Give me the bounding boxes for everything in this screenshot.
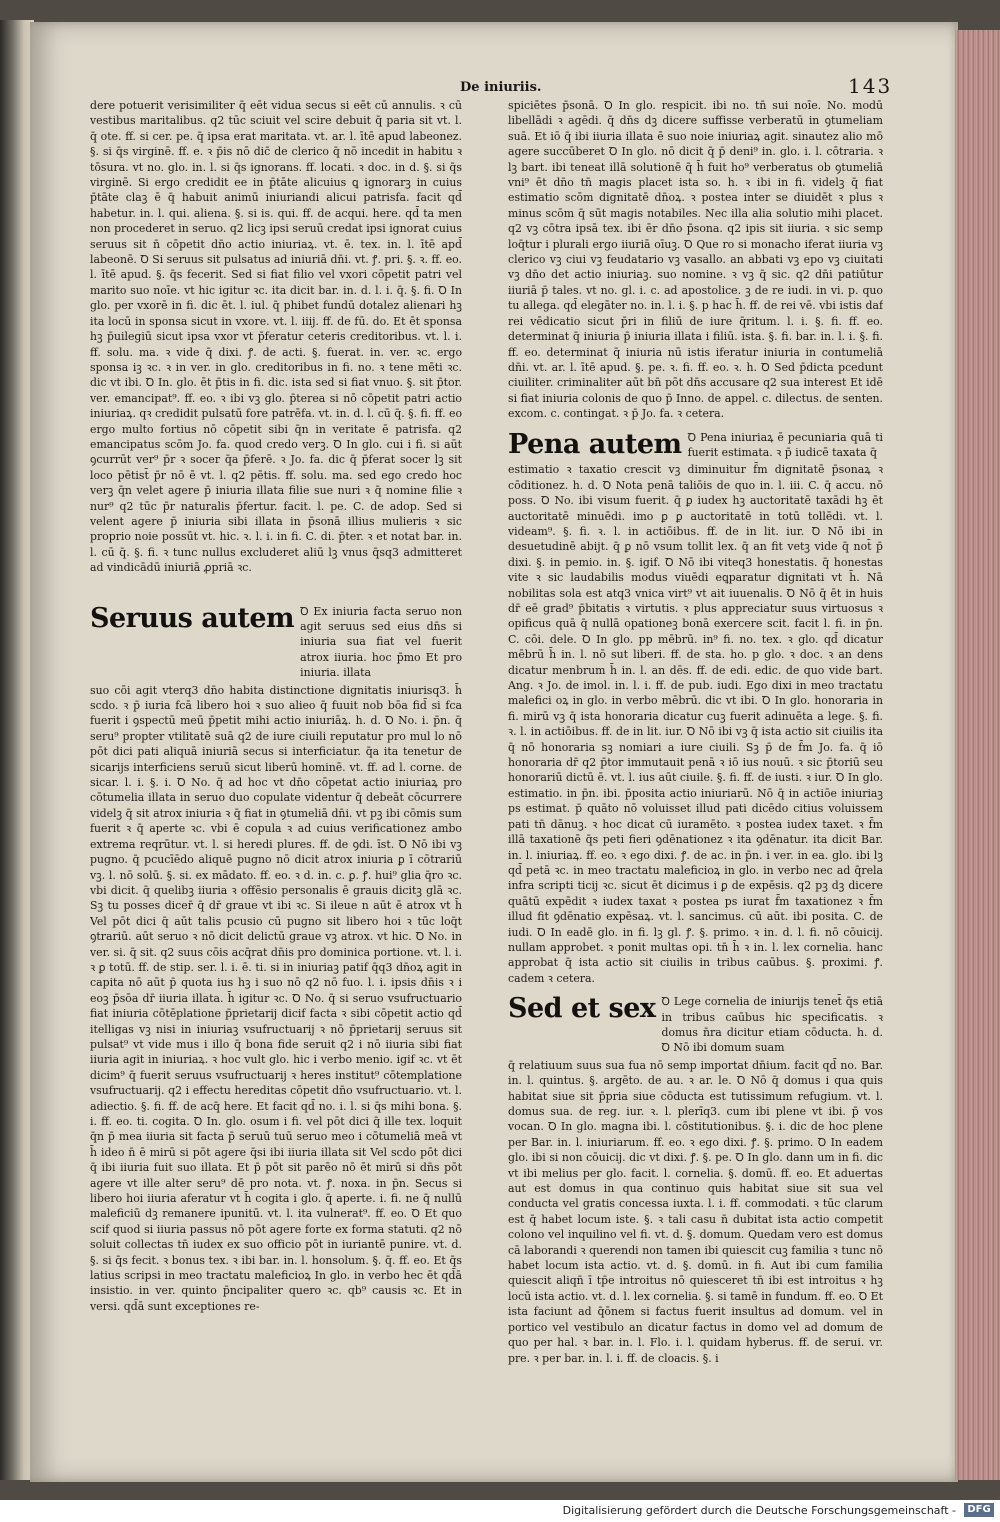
lemma-heading-text: Ꝺ Lege cornelia de iniurijs tenet̄ q̄s etiā in tribus caūbus hic specificatis. ꝛ domus n̄ra dicitur etiam cōducta. h. d. Ꝺ Nō ibi domum suam <box>661 995 883 1055</box>
dfg-logo: DFG <box>964 1503 994 1517</box>
page-block-edge <box>955 30 1000 1480</box>
funding-credit: Digitalisierung gefördert durch die Deutsche Forschungsgemeinschaft - <box>562 1504 956 1517</box>
right-heading-row-2 <box>508 994 883 1056</box>
folio-number: 143 <box>848 74 893 98</box>
lemma-heading-pena: Pena autem <box>508 428 682 460</box>
left-paragraph-2: suo cōi agit vterq3 dn̄o habita distinctione dignitatis iniurisq3. h̄ scdo. ꝛ p̄ iuria fcā libero hoi ꝛ suo alieo q̄ fuuit nob bōa fid̄ si fca fuerit i ꝯspectū meū p̄petit mihi actio iniuriāꝝ. h. d. Ꝺ No. i. p̄n. q̄ seru⁹ propter vtilitatē suā q2 de iure ciuili reputatur pro mul lo nō pōt dici pati aliquā iniuriā secus si interficiatur. q̄a ita tenetur de sicarijs interficiens seruū sicut liberū hominē. vt. ff. ad l. corne. de sicar. l. i. §. i. Ꝺ No. q̄ ad hoc vt dn̄o cōpetat actio iniuriaꝝ pro cōtumelia illata in seruo duo copulate videntur q̄ debeāt cōcurrere videlꝫ q̄ sit atrox iniuria ꝛ q̄ fiat in ꝯtumeliā dn̄i. vt pꝫ ibi cōmis sum fuerit ꝛ q̄ aperte ꝛc. vbi ē copula ꝛ ad cuius verificationez ambo extrema reqrūtur. vt. l. si heredi plures. ff. de ꝯdi. īst. Ꝺ Nō ibi vꝫ pugno. q̄ pcucīēdo aliquē pugno nō dicit atrox iniuria ꝑ ī cōtrariū vꝫ. l. nō solū. §. si. ex mādato. ff. eo. ꝛ d. in. c. ꝑ. ꝭ. hui⁹ glia q̄ro ꝛc. vbi dicit. q̄ quelibꝫ iiuria ꝛ offēsio personalis ē grauis dicitꝫ glā ꝛc. Sꝫ tu posses dicer̄ q̄ dr̄ graue vt ibi ꝛc. Si ileue n aūt ē atrox vt h̄ Vel pōt dici q̄ aūt talis pcusio cū pugno sit libero hoi ꝛ tūc loq̄t ꝯtrariū. aūt seruo ꝛ nō dicit delictū graue vꝫ atrox. vt hic. Ꝺ No. in ver. si. q̄ sit. q2 suus cōis acq̄rat dn̄is pro dominica portione. vt. l. i. ꝛ ꝑ totū. ff. de stip. ser. l. i. ē. ti. si in iniuriaꝫ patif q̄q3 dn̄oꝝ agit in capita nō aūt p̄ quota ius hꝫ i suo nō q2 nō fuo. l. i. ipsis dn̄is ꝛ i eoꝫ p̄sōa dr̄ iiuria illata. h̄ igitur ꝛc. Ꝺ No. q̄ si seruo vsufructuario fiat iniuria cōtēplatione p̄prietarij dicif facta ꝛ sibi cōpetit actio qd̄ itelligas vꝫ nisi in iniuriaꝫ vsufructuarij ꝛ nō p̄prietarij seruus sit pulsat⁹ vt vide mus i illo q̄ bona fide seruit q2 i nō iiuria sibi fiat iiuria agit in iniuriaꝝ. ꝛ hoc vult glo. hic i verbo menio. igif ꝛc. vt ēt dicim⁹ q̄ fuerit seruus vsufructuarij ꝛ heres institut⁹ cōtemplatione vsufructuarij. q2 i effectu hereditas cōpetit dn̄o vsufructuario. vt. l. adiectio. §. fi. ff. de acq̄ here. Et facit qd̄ no. i. l. si q̄s mihi bona. §. i. ff. eo. ti. cogita. Ꝺ In. glo. osum i fi. vel pōt dici q̄ ille tex. loquit q̄n p̄ mea iiuria sit facta p̄ seruū tuū seruo meo i cōtumeliā meā vt h̄ ideo n̄ ē mirū si pōt agere q̄si ibi iiuria illata sit Vel scdo pōt dici q̄ ibi iiuria fuit suo illata. Et p̄ pōt sit parēo nō ēt mirū si dn̄s pōt agere vt ille alter seru⁹ dē pro nota. vt. ꝭ. noxa. in p̄n. Secus si libero hoi iiuria aferatur vt h̄ cogita i glo. q̄ aperte. i. fi. ne q̄ nullū maleficiū dꝫ remanere ipunitū. vt. l. ita vulnerat⁹. ff. eo. Ꝺ Et quo scif quod si iiuria passus nō pōt agere forte ex forma statuti. q2 nō soluit collectas tn̄ iudex ex suo officio pōt in iuriantē punire. vt. d. §. si q̄s fecit. ꝛ bonus tex. ꝛ ibi bar. in. l. honsolum. §. q̄. ff. eo. Et q̄s latius scripsi in meo tractatu maleficioꝝ In glo. in verbo hec ēt qd̄ā insistio. in ver. quinto p̄ncipaliter quero ꝛc. qb⁹ causis ꝛc. Et in versi. qd̄ā sunt exceptiones re- <box>90 683 462 1313</box>
right-heading-row-1 <box>508 430 883 461</box>
previous-page-edge <box>0 20 34 1480</box>
footer-bar <box>0 1500 1000 1522</box>
lemma-heading-text: Ꝺ Ex iniuria facta seruo non agit seruus sed eius dn̄s si iniuria sua fiat vel fuerit atrox iiuria. hoc p̄mo Et pro iniuria. illata <box>300 604 462 680</box>
lemma-heading-text: Ꝺ Pena iniuriaꝝ ē pecuniaria quā ti fuerit estimata. ꝛ p̄ iudicē taxata q̄ <box>687 430 883 459</box>
right-paragraph-2: estimatio ꝛ taxatio crescit vꝫ diminuitur f̄m dignitatē p̄sonaꝝ ꝛ cōditionez. h. d. Ꝺ Nota penā taliōis de quo in. l. iii. C. q̄ accu. nō poss. Ꝺ No. ibi visum fuerit. q̄ ꝑ iudex hꝫ auctoritatē taxādi hꝫ ēt auctoritatē minuēdi. imo ꝑ ꝑ auctoritatē in totū tollēdi. vt. l. videam⁹. §. fi. ꝛ. l. in actiōibus. ff. de in lit. iur. Ꝺ Nō ibi in desuetudinē abijt. q̄ ꝑ nō vsum tollit lex. q̄ an fit vetꝫ vide q̄ not̄ p̄ dixi. §. in pemio. in. §. igif. Ꝺ Nō ibi viteq3 honestatis. q̄ honestas vite ꝛ sic laudabilis modus viuēdi eꝗparatur dignitati vt h̄. Nā nobilitas sola est atq3 vnica virt⁹ vt ait iuuenalis. Ꝺ Nō q̄ ēt in huis dr̄ eē grad⁹ p̄bitatis ꝛ virtutis. ꝛ plus appreciatur suus virtuosus ꝛ opificus quā q̄ nullā opationeꝫ bonā exercere scit. facit l. fi. in p̄n. C. cōi. dele. Ꝺ In glo. pp mēbrū. in⁹ fi. no. tex. ꝛ glo. qd̄ dicatur mēbrū h̄ in. l. nō sut liberi. ff. de sta. ho. p glo. ꝛ doc. ꝛ an dens dicatur menbrum h̄ in. l. an dēs. ff. de edi. edic. de quo vide bart. Ang. ꝛ Jo. de imol. in. l. i. ff. de pub. iudi. Ego dixi in meo tractatu malefici oꝝ in glo. in verbo mēbrū. dic vt ibi. Ꝺ In glo. honoraria in fi. mirū vꝫ q̄ ista honoraria dicatur cuꝫ fuerit adinuēta a lege. §. fi. ꝛ. l. in actiōibus. ff. de in lit. iur. Ꝺ Nō ibi vꝫ q̄ ista actio sit ciuilis ita q̄ nō honoraria sꝫ nomiari a iure ciuili. Sꝫ p̄ de f̄m Jo. fa. q̄ iō honoraria dr̄ q2 p̄tor immutauit penā ꝛ iō ius nouū. ꝛ sic p̄toriū seu honorariū dictū ē. vt. l. ius aūt ciuile. §. fi. ff. de iusti. ꝛ iur. Ꝺ In glo. estimatio. in p̄n. ibi. p̄posita actio iniuriarū. Nō q̄ in actiōe iniuriaꝫ ps estimat. p̄ quāto nō voluisset illud pati dicēdo citius voluissem pati tn̄ dānuꝫ. ꝛ hoc dicat cū iuramēto. ꝛ postea iudex taxet. ꝛ f̄m illā taxationē q̄s peti fieri ꝯdēnationez ꝛ ita ꝯdēnatur. ita dicit Bar. in. l. iniuriaꝝ. ff. eo. ꝛ ego dixi. ꝭ. de ac. in p̄n. i ver. in ea. glo. ibi lꝫ qd̄ petā ꝛc. in meo tractatu maleficioꝝ in glo. in verbo nec ad q̄rela infra scripti ticij ꝛc. sicut ēt dicimus i ꝑ de expēsis. q2 pꝫ dꝫ dicere quātū expēdit ꝛ iudex taxat ꝛ postea ps iurat f̄m taxationez ꝛ f̄m illud fit ꝯdēnatio expēsaꝝ. vt. l. sancimus. cū aūt. ibi posita. C. de iudi. Ꝺ In eadē glo. in fi. lꝫ gl. ꝭ. §. primo. ꝛ in. d. l. fi. nō cōuicij. nullam approbet. ꝛ ponit multas opi. tn̄ h̄ ꝛ in. l. lex cornelia. hanc approbat q̄ ista actio sit ciuilis in tribus caūbus. §. proximi. ꝭ. cadem ꝛ cetera. <box>508 463 883 985</box>
lemma-heading-seruus: Seruus autem <box>90 602 295 634</box>
left-heading-row <box>90 604 462 681</box>
lemma-heading-sed: Sed et sex <box>508 993 656 1025</box>
running-head: De iniuriis. <box>460 80 542 95</box>
left-paragraph-1: dere potuerit verisimiliter q̄ eēt vidua secus si eēt cū annulis. ꝛ cū vestibus maritalibus. q2 tūc sciuit vel scire debuit q̄ paria sit vt. l. q̄ ote. ff. si cer. pe. q̄ ipsa erat maritata. vt. ar. l. ītē apud labeonez. §. si q̄s virginē. ff. e. ꝛ p̄is nō dic̄ de clerico q̄ nō incedit in habitu ꝛ tōsura. vt no. glo. in. l. si q̄s ignorans. ff. locati. ꝛ doc. in d. §. si q̄s virginē. Si ergo credidit ee in p̄tāte alicuius ꝗ ignorarꝫ in cuius p̄tāte claꝫ ē q̄ habuit animū iniuriandi alicui patrisfa. facit qd̄ habetur. in. l. qui. aliena. §. si is. qui. ff. de acqui. here. qd̄ ta men non procederet in seruo. q2 licꝫ ipsi seruū credat ipsi ignorat cuius seruus sit n̄ cōpetit dn̄o actio iniuriaꝝ. vt. ē. tex. in. l. ītē apd̄ labeonē. Ꝺ Si seruus sit pulsatus ad iniuriā dn̄i. vt. ꝭ. pri. §. ꝛ. ff. eo. l. ītē apud. §. q̄s fecerit. Sed si fiat filio vel vxori cōpetit patri vel marito suo noīe. vt hic igitur ꝛc. ita dicit bar. in. d. l. i. q̄. §. fi. Ꝺ In glo. per vxorē in fi. dic ēt. l. iul. q̄ phibet fundū dotalez alienari hꝫ ita locū in sponsa sicut in vxore. vt. l. iiij. ff. de fū. do. Et ēt sponsa hꝫ p̄uilegiū sicut ipsa vxor vt p̄feratur ceteris creditoribus. vt. l. i. ff. solu. ma. ꝛ vide q̄ dixi. ꝭ. de acti. §. fuerat. in. ver. ꝛc. ergo sponsa iꝫ ꝛc. ꝛ in ver. in glo. creditoribus in fi. no. ꝛ tene mēti ꝛc. dic vt ibi. Ꝺ In. glo. ēt p̄tis in fi. dic. ista sed si fiat vnuo. §. sit p̄tor. ver. emancipat⁹. ff. eo. ꝛ ibi vꝫ glo. p̄terea si nō cōpetit patri actio iniuriaꝝ. qꝛ credidit pulsatū fore patrēfa. vt. in. d. l. cū q̄. §. fi. ff. eo ergo multo fortius nō cōpetit sibi q̄n in veritate ē patrisfa. q2 emancipatus scōm Jo. fa. quod credo verꝫ. Ꝺ In glo. cui i fi. si aūt ꝯcurrūt ver⁹ p̄r ꝛ socer q̄a p̄ferē. ꝛ Jo. fa. dic q̄ p̄ferat socer lꝫ sit loco pētist̄ p̄r nō ē vt. l. q2 pētis. ff. solu. ma. sed ego credo hoc verꝫ q̄n velet agere p̄ iniuria illata filie sue nuri ꝛ q̄ nomine filie ꝛ nur⁹ q2 tūc p̄r naturalis p̄fertur. facit. l. pe. C. de adop. Sed si velent agere p̄ iniuria sibi illata in p̄sonā illius mulieris ꝛ sic proprio noie possūt vt. hic. ꝛ. l. i. in fi. C. di. p̄ter. ꝛ et notat bar. in. l. cū q̄. §. fi. ꝛ tunc nullus excluderet aliū lꝫ vnus q̄sq3 admitteret ad vindicādū iniuriā ꝓpriā ꝛc. <box>90 99 462 575</box>
right-paragraph-1: spiciētes p̄sonā. Ꝺ In glo. respicit. ibi no. tn̄ sui noīe. No. modū libellādi ꝛ agēdi. q̄ dn̄s dꝫ dicere suffisse verberatū in ꝯtumeliam suā. Et iō q̄ ibi iiuria illata ē suo noie iniuriaꝝ agit. sinautez alio mō agere succūberet Ꝺ In glo. nō dicit q̄ p̄ deni⁹ in. glo. i. l. cōtraria. ꝛ lꝫ bart. ibi teneat illā solutionē q̄ h̄ fuit ho⁹ verberatus ob ꝯtumeliā vni⁹ ēt dn̄o tn̄ magis placet ista so. h. ꝛ ibi in fi. videlꝫ q̄ fiat estimatio scōm dignitatē dn̄oꝝ. ꝛ postea inter se diuidēt ꝛ plus ꝛ minus scōm q̄ sūt magis notabiles. Nec illa alia solutio mihi placet. q2 vꝫ cōtra ipsā tex. ibi ēr dn̄o p̄sona. q2 ipis sit iiuria. ꝛ sic semp loq̄tur i plurali ergo iiuriā oīuꝫ. Ꝺ Que ro si monacho iferat iiuria vꝫ clerico vꝫ ciui vꝫ feudatario vꝫ vasallo. an abbati vꝫ epo vꝫ ciuitati vꝫ dn̄o det actio iniuriaꝫ. suo nomine. ꝛ vꝫ q̄ sic. q2 dn̄i patiūtur iiuriā p̄ tales. vt no. gl. i. c. ad apostolice. ꝫ de re iudi. in vi. p. quo tu allega. qd̄ elegāter no. in. l. i. §. p hac h̄. ff. de rei vē. vbi istis daf rei vēdicatio sicut p̄ri in filiū de iure q̄ritum. l. i. §. fi. ff. eo. determinat q̄ iniuria p̄ iniuria illata i filiū. ista. §. fi. bar. in. l. i. §. fi. ff. eo. determinat q̄ iniuria nū istis iferatur iniuria in contumeliā dn̄i. vt. ar. l. ītē apud. §. pe. ꝛ. fi. ff. eo. ꝛ. h. Ꝺ Sed p̄dicta pcedunt ciuiliter. criminaliter aūt bn̄ pōt dn̄s accusare q2 sua interest Et idē si fiat iniuria colonis de quo p̄ Inno. de appel. c. dilectus. de senten. excom. c. contingat. ꝛ p̄ Jo. fa. ꝛ cetera. <box>508 99 883 421</box>
right-column <box>508 98 883 1460</box>
left-spacer <box>90 576 462 596</box>
left-column <box>90 98 462 1460</box>
right-paragraph-3: q̄ relatiuum suus sua fua nō semp importat dn̄ium. facit qd̄ no. Bar. in. l. quintus. §. argēto. de au. ꝛ ar. le. Ꝺ Nō q̄ domus i qua quis habitat siue sit p̄pria siue cōducta est tutissimum refugium. vt. l. domus sua. de reg. iur. ꝛ. l. plerīq3. cum ibi plene vt ibi. p̄ vos vocan. Ꝺ In glo. magna ibi. l. cōstitutionibus. §. i. dic de hoc plene per Bar. in. l. iniuriarum. ff. eo. ꝛ ego dixi. ꝭ. §. primo. Ꝺ In eadem glo. ibi si non cōuicij. dic vt dixi. ꝭ. §. pe. Ꝺ In glo. dann um in fi. dic vt ibi melius per glo. facit. l. cornelia. §. domū. ff. eo. Et aduertas aut est domus in qua continuo quis habitat siue sit sua vel conducta vel gratis concessa iuxta. l. i. ff. commodati. ꝛ tūc clarum est q̄ habet locum iste. §. ꝛ tali casu n̄ dubitat ista actio competit colono vel inquilino vel fi. vt. d. §. domum. Quedam vero est domus cā laborandi ꝛ querendi non tamen ibi quiescit cuꝫ familia ꝛ tunc nō habet locum ista actio. vt. d. §. domū. in fi. Aut ibi cum familia quiescit aliqn̄ ī tp̄e introitus nō quiesceret tn̄ ibi est introitus ꝛ hꝫ locū ista actio. vt. d. l. lex cornelia. §. si tamē in fundum. ff. eo. Ꝺ Et ista faciunt ad q̄ōnem si factus fuerit insultus ad domum. vel in portico vel vestibulo an dicatur factus in domo vel ad domum de quo per hal. ꝛ bar. in. l. Flo. i. l. quidam hyberus. ff. de serui. vr. pre. ꝛ per bar. in. l. i. ff. de cloacis. §. i <box>508 1058 883 1365</box>
